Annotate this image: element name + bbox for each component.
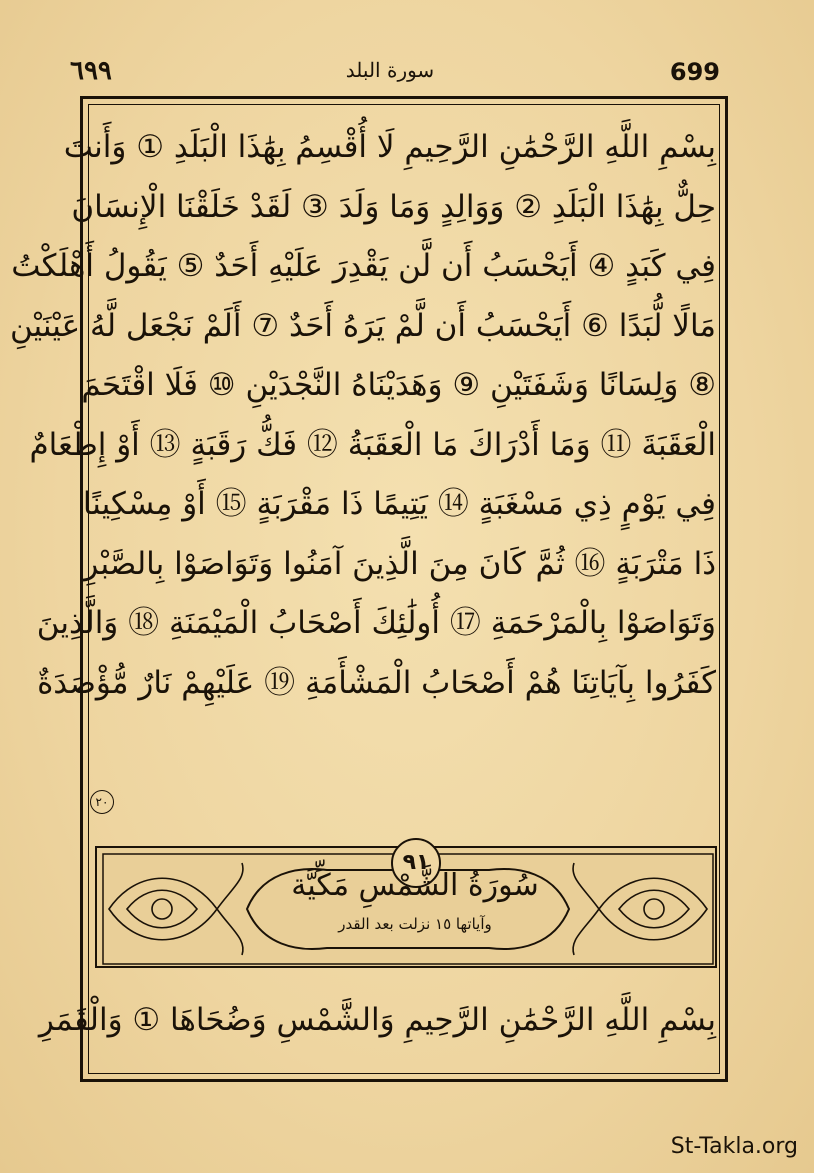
text-line: ذَا مَتْرَبَةٍ ⑯ ثُمَّ كَانَ مِنَ الَّذِينَ آمَنُوا وَتَوَاصَوْا بِالصَّبْرِ: [83, 545, 716, 582]
surah-number-medallion: ٩١: [391, 838, 441, 888]
next-surah-info: وآياتها ١٥ نزلت بعد القدر: [338, 915, 492, 933]
text-line: وَتَوَاصَوْا بِالْمَرْحَمَةِ ⑰ أُولَٰئِكَ أَصْحَابُ الْمَيْمَنَةِ ⑱ وَالَّذِينَ: [36, 605, 716, 641]
side-verse-mark: ٢٠: [90, 790, 114, 814]
text-line: مَالًا لُّبَدًا ⑥ أَيَحْسَبُ أَن لَّمْ يَرَهُ أَحَدٌ ⑦ أَلَمْ نَجْعَل لَّهُ عَيْنَيْنِ: [9, 307, 716, 344]
verse-text-block: [9, 118, 716, 713]
text-line: الْعَقَبَةَ ⑪ وَمَا أَدْرَاكَ مَا الْعَقَبَةُ ⑫ فَكُّ رَقَبَةٍ ⑬ أَوْ إِطْعَامٌ: [29, 426, 716, 463]
text-line: فِي كَبَدٍ ④ أَيَحْسَبُ أَن لَّن يَقْدِرَ عَلَيْهِ أَحَدٌ ⑤ يَقُولُ أَهْلَكْتُ: [11, 248, 716, 284]
page-number: 699: [669, 58, 720, 86]
text-line: كَفَرُوا بِآيَاتِنَا هُمْ أَصْحَابُ الْمَشْأَمَةِ ⑲ عَلَيْهِمْ نَارٌ مُّؤْصَدَةٌ: [37, 664, 716, 701]
page-header: [60, 54, 720, 90]
text-line: حِلٌّ بِهَٰذَا الْبَلَدِ ② وَوَالِدٍ وَمَا وَلَدَ ③ لَقَدْ خَلَقْنَا الْإِنسَانَ: [71, 188, 716, 225]
watermark: St-Takla.org: [670, 1134, 798, 1159]
text-line: فِي يَوْمٍ ذِي مَسْغَبَةٍ ⑭ يَتِيمًا ذَا مَقْرَبَةٍ ⑮ أَوْ مِسْكِينًا: [82, 486, 716, 522]
basmala-line: بِسْمِ اللَّهِ الرَّحْمَٰنِ الرَّحِيمِ وَالشَّمْسِ وَضُحَاهَا ① وَالْقَمَرِ: [38, 1002, 716, 1038]
surah-header-title: سورة البلد: [345, 58, 435, 82]
next-surah-title: سُورَةُ الشَّمْسِ مَكِّيَّة: [291, 868, 539, 903]
text-line: ⑧ وَلِسَانًا وَشَفَتَيْنِ ⑨ وَهَدَيْنَاهُ النَّجْدَيْنِ ⑩ فَلَا اقْتَحَمَ: [81, 367, 716, 403]
text-line: بِسْمِ اللَّهِ الرَّحْمَٰنِ الرَّحِيمِ لَا أُقْسِمُ بِهَٰذَا الْبَلَدِ ① وَأَنتَ: [63, 129, 716, 165]
page-number-arabic: ٦٩٩: [70, 56, 112, 86]
